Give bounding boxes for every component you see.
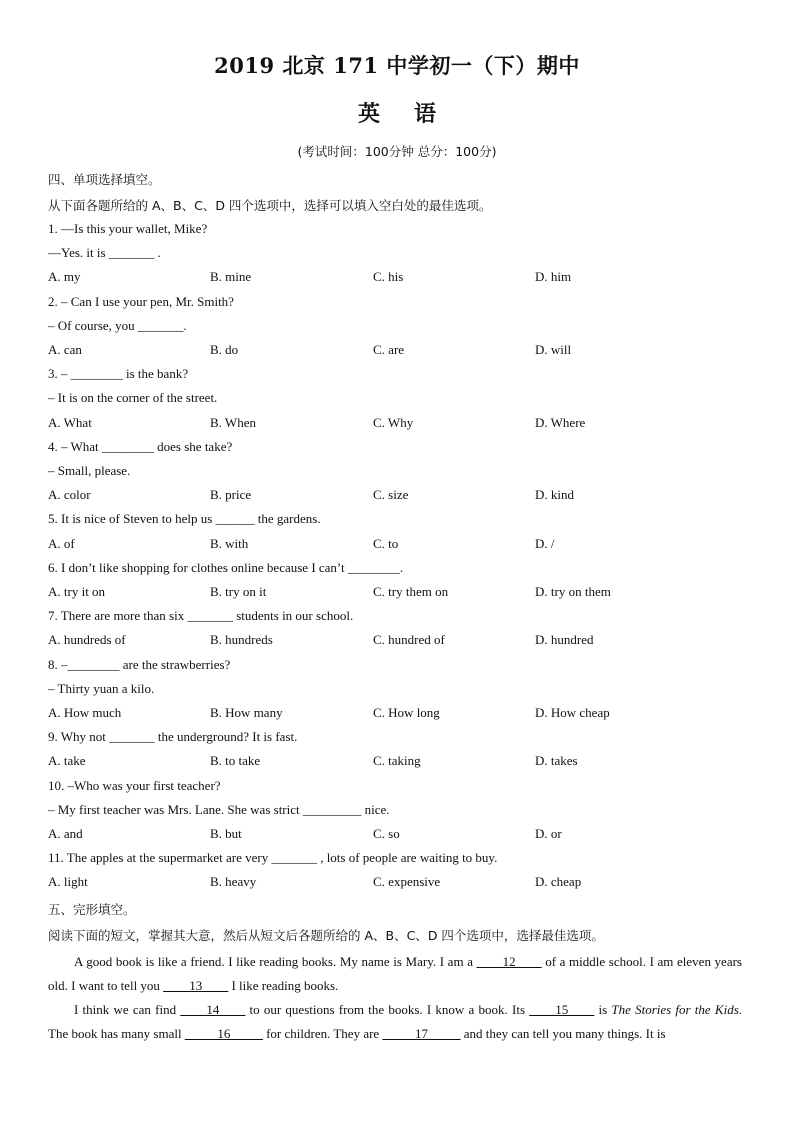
question-response: – My first teacher was Mrs. Lane. She was strict _________ nice. — [48, 801, 390, 817]
option-d: D. Where — [535, 414, 586, 430]
option-a: A. hundreds of — [48, 632, 126, 648]
question-response: – Small, please. — [48, 463, 131, 478]
question-stem: 3. – ________ is the bank? — [48, 366, 189, 382]
option-a: A. my — [48, 269, 81, 285]
option-a: A. try it on — [48, 584, 106, 599]
blank-13: ____13____ — [163, 978, 229, 993]
cloze-paragraph-2 — [48, 998, 742, 1046]
option-c: C. his — [373, 269, 404, 285]
option-b: B. but — [210, 826, 242, 841]
option-c: C. expensive — [373, 874, 441, 890]
text: . The book has many small — [48, 1002, 743, 1041]
question-stem: 10. –Who was your first teacher? — [48, 777, 221, 793]
option-c: C. try them on — [373, 584, 449, 599]
question-response: – Of course, you _______. — [48, 317, 187, 333]
text: I like reading books. — [228, 978, 339, 993]
question-stem: 11. The apples at the supermarket are very _______ , lots of people are waiting to buy. — [48, 850, 498, 866]
text: for children. They are — [262, 1026, 383, 1041]
question-stem: 8. –________ are the strawberries? — [48, 656, 231, 672]
blank-17: _____17_____ — [382, 1026, 461, 1041]
text: is — [594, 1002, 612, 1017]
section-5-heading: 五、完形填空。 — [48, 902, 136, 917]
page-title: 2019 北京 171 中学初一（下）期中 — [214, 53, 580, 78]
text: I think we can find — [74, 1002, 181, 1017]
option-b: B. do — [210, 342, 239, 357]
text: to our questions from the books. I know a book. Its — [245, 1002, 530, 1017]
option-c: C. size — [373, 487, 409, 503]
option-b: B. heavy — [210, 874, 257, 890]
question-stem: 1. —Is this your wallet, Mike? — [48, 221, 208, 236]
option-c: C. are — [373, 342, 405, 357]
question-stem: 2. – Can I use your pen, Mr. Smith? — [48, 293, 234, 309]
option-a: A. color — [48, 487, 91, 503]
option-c: C. taking — [373, 753, 421, 769]
section-5-instruction: 阅读下面的短文，掌握其大意，然后从短文后各题所给的 A、B、C、D 四个选项中，选择最佳选项。 — [48, 928, 604, 943]
option-b: B. How many — [210, 705, 283, 720]
exam-info: (考试时间：100分钟 总分：100分) — [297, 144, 497, 159]
option-d: D. hundred — [535, 632, 594, 648]
option-d: D. How cheap — [535, 705, 610, 720]
blank-14: ____14____ — [180, 1002, 246, 1017]
subject-title: 英语 — [357, 101, 470, 127]
blank-16: _____16_____ — [184, 1026, 263, 1041]
option-d: D. try on them — [535, 584, 611, 599]
question-stem: 5. It is nice of Steven to help us ______ the gardens. — [48, 511, 321, 527]
question-response: – It is on the corner of the street. — [48, 390, 218, 406]
option-b: B. mine — [210, 269, 252, 285]
blank-12: ____12____ — [476, 954, 542, 969]
option-d: D. or — [535, 826, 562, 841]
option-c: C. so — [373, 826, 400, 841]
option-a: A. light — [48, 874, 88, 890]
option-a: A. take — [48, 753, 86, 769]
text: of a middle school. I am eleven years old. I want to tell you — [48, 954, 742, 993]
question-response: —Yes. it is _______ . — [48, 245, 161, 261]
option-b: B. with — [210, 535, 249, 551]
section-4-instruction: 从下面各题所给的 A、B、C、D 四个选项中，选择可以填入空白处的最佳选项。 — [48, 198, 492, 213]
option-a: A. and — [48, 826, 83, 841]
book-title: The Stories for the Kids — [611, 1002, 739, 1017]
question-stem: 6. I don’t like shopping for clothes online because I can’t ________. — [48, 559, 404, 575]
option-d: D. kind — [535, 487, 574, 503]
option-c: C. How long — [373, 705, 440, 720]
option-d: D. takes — [535, 753, 578, 769]
option-b: B. to take — [210, 753, 261, 769]
option-d: D. cheap — [535, 874, 582, 890]
question-stem: 7. There are more than six _______ students in our school. — [48, 608, 354, 624]
option-d: D. / — [535, 535, 555, 551]
option-c: C. to — [373, 535, 399, 551]
question-response: – Thirty yuan a kilo. — [48, 680, 155, 696]
text: A good book is like a friend. I like reading books. My name is Mary. I am a — [74, 954, 477, 969]
option-a: A. of — [48, 535, 75, 551]
option-b: B. price — [210, 487, 252, 503]
option-d: D. him — [535, 269, 572, 285]
option-c: C. hundred of — [373, 632, 445, 648]
question-stem: 4. – What ________ does she take? — [48, 438, 233, 454]
option-b: B. try on it — [210, 584, 267, 599]
option-b: B. hundreds — [210, 632, 273, 648]
question-stem: 9. Why not _______ the underground? It is fast. — [48, 729, 298, 745]
section-4-heading: 四、单项选择填空。 — [48, 172, 161, 187]
option-d: D. will — [535, 342, 572, 357]
option-a: A. What — [48, 414, 92, 430]
blank-15: ____15____ — [529, 1002, 595, 1017]
option-c: C. Why — [373, 414, 414, 430]
cloze-paragraph-1 — [48, 950, 742, 998]
text: and they can tell you many things. It is — [460, 1026, 666, 1041]
option-a: A. can — [48, 342, 82, 357]
option-a: A. How much — [48, 705, 122, 720]
option-b: B. When — [210, 414, 256, 430]
